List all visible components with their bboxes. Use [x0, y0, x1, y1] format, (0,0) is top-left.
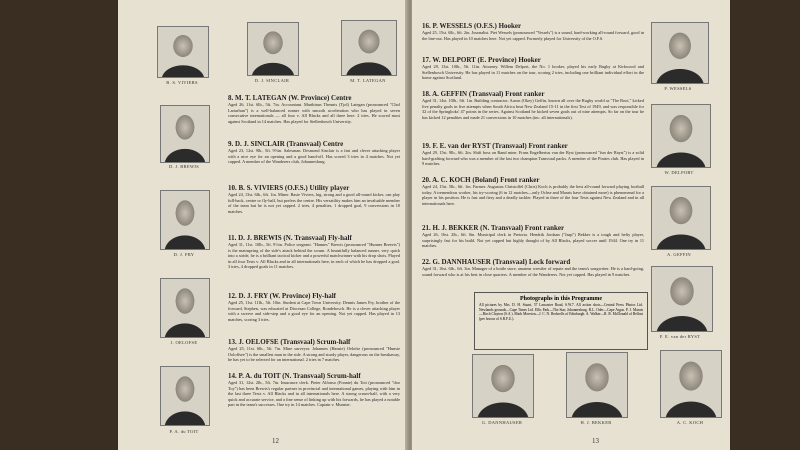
player-entry	[422, 56, 644, 81]
page-number: 12	[272, 437, 279, 445]
entry-heading: 17. W. DELPORT (E. Province) Hooker	[422, 56, 541, 64]
photo-caption: W. DELPORT	[664, 170, 694, 175]
player-photo	[651, 266, 713, 332]
entry-heading: 16. P. WESSELS (O.F.S.) Hooker	[422, 22, 522, 30]
entry-heading: 12. D. J. FRY (W. Province) Fly-half	[228, 292, 336, 300]
photo-caption: D. J. FRY	[173, 252, 195, 257]
entry-heading: 20. A. C. KOCH (Boland) Front ranker	[422, 176, 540, 184]
player-photo	[247, 22, 299, 76]
photo-caption: G. DANNHAUSER	[481, 420, 523, 425]
player-photo	[157, 26, 209, 78]
entry-body: Aged 31, 11st. 10lb., 5ft. 9½in. Police sergeant. "Hannes" Brewis (pronounced "Hunnes Breevis") is the mainspring of the side's attack behind the scrum. A beautifully balanced runner, very quick into a stride, he is a brilliant tactical kicker and a powerful matchwinner with his drop shots. Played in all four Tests v. All Blacks and in all internationals here, in each of which he has dropped a goal. 3 tries, 4 dropped goals in 11 matches.	[228, 242, 400, 270]
player-photo	[566, 352, 628, 418]
player-entry	[228, 372, 400, 408]
entry-heading: 19. F. E. van der RYST (Transvaal) Front ranker	[422, 142, 568, 150]
entry-body: Aged 26, 16st. 2lb., 6ft. 0in. Municipal clerk in Pretoria. Hendrik Jordaan ("Jaap") Bekker is a tough and hefty player, surprisingly fast for his build. Not yet capped but highly thought of by All Blacks, played soccer until 1944. One try in 11 matches.	[422, 232, 644, 249]
entry-heading: 13. J. OELOFSE (Transvaal) Scrum-half	[228, 338, 351, 346]
entry-body: Aged 25, 15st. 6lb., 6ft. 2in. Journalist. Piet Wessels (pronounced "Vessels") is a sound, hard-working all-round forward, good in the line-out. Has played in 10 matches here. Not yet capped. Formerly played for University of the O.F.S.	[422, 30, 644, 41]
entry-heading: 11. D. J. BREWIS (N. Transvaal) Fly-half	[228, 234, 352, 242]
entry-body: Aged 29, 15st. 9lb., 6ft. 2in. Shift boss on Rand mine. Frans Engelbertus van der Ryst (pronounced "fun der Rayst") is a solid hard-grafting forward who was a member of the last two champion Transvaal packs. A member of the Pirates club. Has played in 9 matches.	[422, 150, 644, 167]
player-entry	[422, 90, 644, 120]
photographs-box-title: Photographs in this Programme	[519, 296, 603, 302]
entry-body: Aged 25, 11st. 6lb., 5ft. 7in. Mine surveyor. Johannes (Hansie) Oelofse (pronounced "Hunsie Ooloffsee") is the smallest man in the side. A strong and sturdy player, dangerous on the breakaway, he has yet to be selected for an international. 2 tries in 7 matches.	[228, 346, 400, 363]
photo-caption: D. J. BREWIS	[168, 164, 200, 169]
player-entry	[422, 224, 644, 249]
entry-body: Aged 23, 12st. 9lb., 5ft. 9½in. Salesman. Desmond Sinclair is a fast and clever attacking player with a nice eye for an opening and a good hand-off. Has scored 3 tries in 4 matches. Not yet capped. A member of the Wanderers club, Johannesburg.	[228, 148, 400, 165]
player-entry	[228, 292, 400, 322]
player-photo	[160, 278, 210, 338]
player-photo	[160, 366, 210, 426]
photo-caption: F. E. van der RYST	[659, 334, 701, 339]
entry-body: Aged 29, 13st. 10lb., 5ft. 11in. Attorney. Willem Delport, the No. 1 hooker, played his early Rugby at Kirkwood and Stellenbosch University. He has played in 11 matches on the tour, scoring 2 tries, including one brilliant individual effort in the home against Scotland.	[422, 64, 644, 81]
entry-body: Aged 26, 11st. 6lb., 5ft. 7in. Accountant. Marthinus Theunis (Tjol) Lategan (pronounced "Chol Lartarhun") is a well-balanced runner with smooth acceleration who has played in seven consecutive internationals — all four v. All Blacks and all three here. 2 tries. He scored most against Scotland in 14 matches. Has played for Stellenbosch University.	[228, 102, 400, 124]
photo-caption: D. J. SINCLAIR	[254, 78, 290, 83]
photo-caption: B. S. VIVIERS	[166, 80, 198, 85]
player-entry	[228, 234, 400, 270]
player-photo	[651, 22, 709, 84]
entry-heading: 18. A. GEFFIN (Transvaal) Front ranker	[422, 90, 545, 98]
entry-body: Aged 31, 16st. 6lb., 6ft. 3in. Manager of a bottle store, amateur wrestler of repute and the team's songwriter. He is a hard-going, sound forward who is at his best in close quarters. A member of the Wanderers. Not yet capped. Has played in 9 matches.	[422, 266, 644, 277]
player-entry	[228, 338, 400, 363]
player-photo	[651, 186, 711, 250]
entry-body: Aged 25, 11st. 11lb., 5ft. 10in. Student at Cape Town University. Dennis James Fry, brother of the forward, Stephen, was educated at Diocesan College, Rondebosch. He is a clever attacking player with a swerve and side-step and a good eye for an opening. Not yet capped. Has played in 13 matches, scoring 3 tries.	[228, 300, 400, 322]
player-entry	[422, 176, 644, 206]
entry-heading: 10. B. S. VIVIERS (O.F.S.) Utility player	[228, 184, 350, 192]
player-entry	[158, 94, 400, 124]
entry-heading: 9. D. J. SINCLAIR (Transvaal) Centre	[228, 140, 344, 148]
player-entry	[422, 22, 644, 41]
player-entry	[422, 258, 644, 277]
entry-heading: 14. P. A. du TOIT (N. Transvaal) Scrum-half	[228, 372, 361, 380]
entry-body: Aged 31, 12st. 2lb., 5ft. 7in. Insurance clerk. Pieter Alfonso (Fonnie) du Toit (pronounced "doo Toy") has been Brewis's regular partner in provincial and international games, playing with him in the last three Tests v. All Blacks and in all internationals here. A strong scrum-half, with a very quick and accurate service, and a fine sense of linking up with his forwards, he has played a notable part in the team's successes. One try in 14 matches. Captain v. Munster.	[228, 380, 400, 408]
page-number: 13	[592, 437, 599, 445]
photo-caption: P. A. du TOIT	[169, 429, 199, 434]
player-photo	[160, 190, 210, 250]
player-entry	[228, 184, 400, 214]
photographs-box-body: All pictures by Mrs. D. H. Stuart, 57 Lancaster Road, S.W.7. All action shots—Central Press Photos Ltd. Newlands grounds—Cape Times Ltd. Ellis Park—The Star, Johannesburg. R.L. Oder—Cape Argus. P. J. Marais—Birch Clayton (S.A.). Mark Moreton—J. C. N. Bedwells of Edinburgh. A. Walker—R. R. McDonald of Belfast (per favour of S.R.F.U.).	[479, 303, 643, 321]
player-entry	[228, 140, 400, 165]
photo-caption: A. GEFFIN	[667, 252, 691, 257]
entry-body: Aged 24, 13st. 6lb., 6ft. 1in. Miner. Basie Viviers, big, strong and a good all-round kicker, can play full-back, centre or fly-half, but prefers the centre. His versatility makes him an invaluable member of the team but he is not yet capped. 2 tries, 4 penalties, 1 dropped goal, 9 conversions in 10 matches.	[228, 192, 400, 214]
photo-caption: A. C. KOCH	[676, 420, 704, 425]
entry-heading: 22. G. DANNHAUSER (Transvaal) Lock forward	[422, 258, 571, 266]
player-photo	[341, 20, 397, 76]
entry-body: Aged 24, 15st. 5lb., 6ft. 1in. Farmer. Augustus Christoffel (Chris) Koch is probably the best all-round forward playing football today. A tremendous worker, his try-scoring (6 in 12 matches—only Ochse and Marais have obtained more) is phenomenal for a player in his position. He is fast and fiery and a deadly tackler. Played in three of the four Tests against New Zealand and in all internationals here.	[422, 184, 644, 206]
entry-heading: 21. H. J. BEKKER (N. Transvaal) Front ranker	[422, 224, 565, 232]
entry-heading: 8. M. T. LATEGAN (W. Province) Centre	[228, 94, 352, 102]
photographs-credit-box	[474, 292, 648, 350]
player-photo	[651, 104, 711, 168]
player-photo	[472, 354, 534, 418]
photo-caption: M. T. LATEGAN	[350, 78, 386, 83]
photo-caption: J. OELOFSE	[170, 340, 198, 345]
photo-caption: P. WESSELS	[664, 86, 692, 91]
photo-caption: H. J. BEKKER	[580, 420, 612, 425]
player-entry	[422, 142, 644, 167]
player-photo	[660, 350, 722, 418]
entry-body: Aged 31, 14st. 10lb., 6ft. 1in. Building contractor. Aaron (Okey) Geffin, known all over the Rugby world as "The Boot," kicked five penalty goals in five attempts when South Africa beat New Zealand 15-11 in the first Test of 1949, and was responsible for 32 of the Springboks' 47 points in the series. Against Scotland he kicked seven goals out of nine attempts. So far on the tour he has kicked 12 penalties and made 21 conversions in 10 matches (inc. all internationals).	[422, 98, 644, 120]
